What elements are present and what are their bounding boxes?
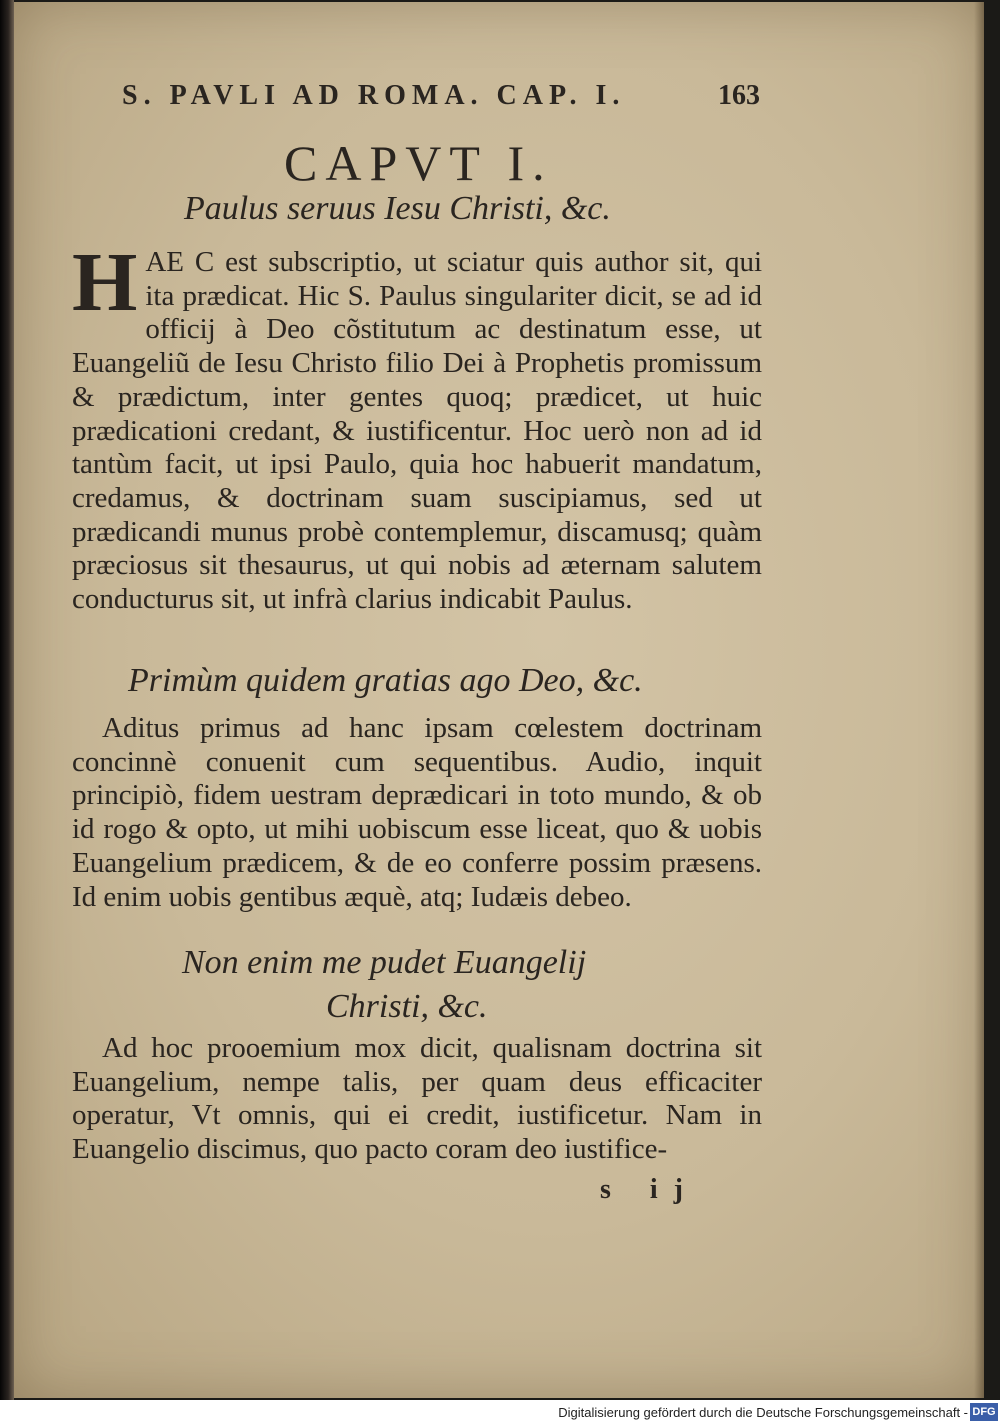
- running-head: S. PAVLI AD ROMA. CAP. I.: [122, 80, 626, 111]
- lemma-heading-3-line1: Non enim me pudet Euangelij: [182, 944, 587, 981]
- drop-cap: H: [72, 236, 138, 329]
- book-page: [14, 2, 984, 1398]
- paragraph-3: Ad hoc prooemium mox dicit, qualisnam doctrina sit Euangelium, nempe talis, per quam deus efficaciter operatur, Vt omnis, qui ei credit, iustificetur. Nam in Euangelio discimus, quo pacto coram deo iustifice-: [72, 1032, 762, 1166]
- lemma-heading-2: Primùm quidem gratias ago Deo, &c.: [128, 662, 643, 699]
- book-spine: [0, 0, 14, 1400]
- page-number: 163: [718, 80, 760, 111]
- lemma-heading-1: Paulus seruus Iesu Christi, &c.: [184, 190, 611, 227]
- signature-mark: s ij: [600, 1174, 699, 1205]
- lemma-heading-3-line2: Christi, &c.: [326, 988, 488, 1025]
- footer-bar: [0, 1400, 1000, 1426]
- footer-credit: Digitalisierung gefördert durch die Deutsche Forschungsgemeinschaft -: [558, 1405, 968, 1420]
- paragraph-1-text: AE C est subscriptio, ut sciatur quis author sit, qui ita prædicat. Hic S. Paulus singulariter dicit, se ad id officij à Deo cõstitutum ac destinatum esse, ut Euangeliũ de Iesu Christo filio Dei à Prophetis promissum & prædictum, inter gentes quoq; prædicet, ut huic prædicationi credant, & iustificentur. Hoc uerò non ad id tantùm facit, ut ipsi Paulo, quia hoc habuerit mandatum, credamus, & doctrinam suam suscipiamus, sed ut prædicandi munus probè contemplemur, discamusq; quàm præciosus sit thesaurus, ut qui nobis ad æternam salutem conducturus sit, ut infrà clarius indicabit Paulus.: [72, 246, 762, 616]
- chapter-title: CAPVT I.: [284, 135, 553, 191]
- paragraph-1: [72, 236, 762, 617]
- paragraph-2: Aditus primus ad hanc ipsam cœlestem doctrinam concinnè conuenit cum sequentibus. Audio, inquit principiò, fidem uestram deprædicari in toto mundo, & ob id rogo & opto, ut mihi uobiscum esse liceat, quo & uobis Euangelium prædicem, & de eo conferre possim præsens. Id enim uobis gentibus æquè, atq; Iudæis debeo.: [72, 712, 762, 913]
- dfg-logo: DFG: [970, 1403, 998, 1421]
- page-edge-shadow: [974, 2, 984, 1398]
